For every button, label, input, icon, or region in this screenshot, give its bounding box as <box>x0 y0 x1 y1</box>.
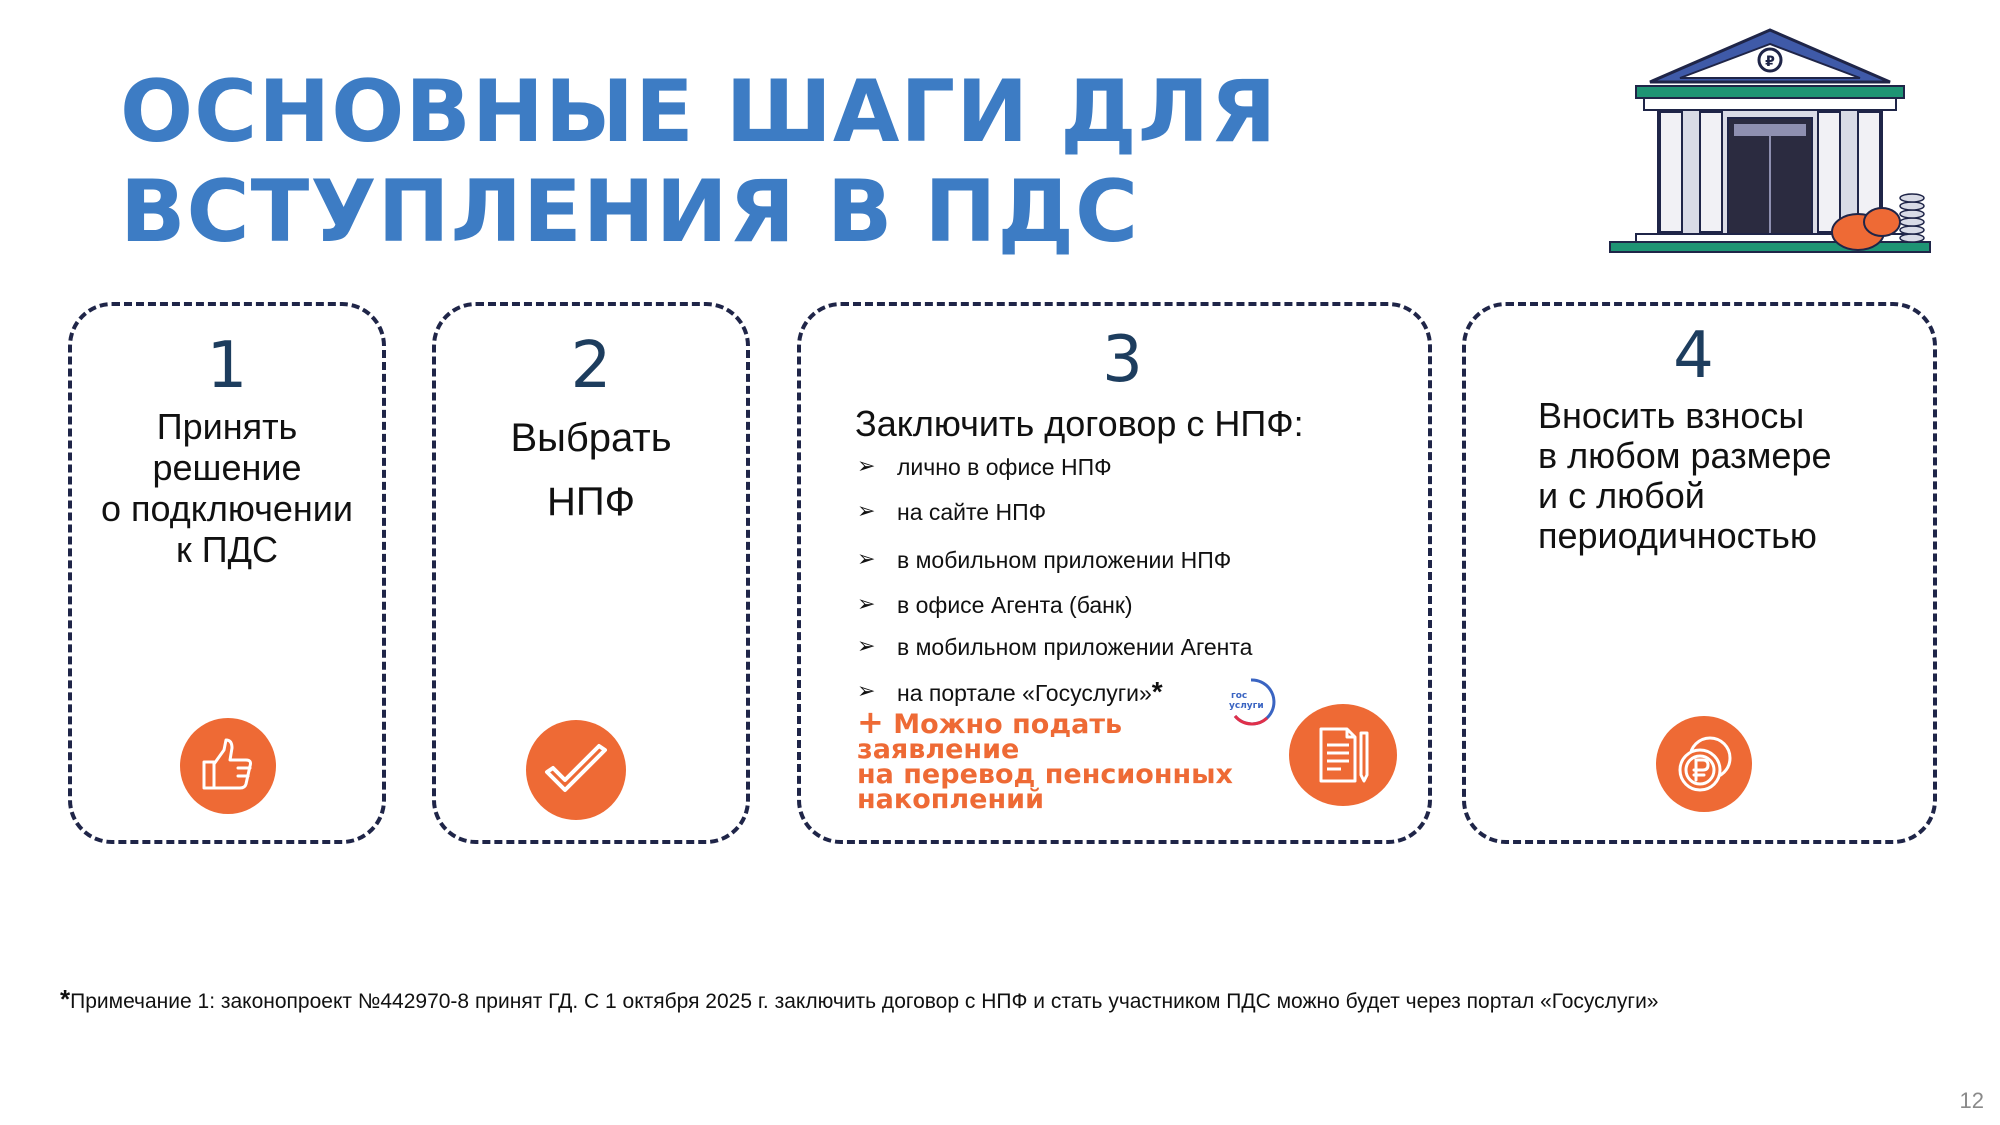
arrow-bullet-icon: ➢ <box>857 499 876 524</box>
page-number: 12 <box>1959 1088 1984 1113</box>
list-item <box>857 590 1252 632</box>
note-line: заявление <box>857 734 1020 765</box>
list-item-label: на портале «Госуслуги» <box>897 680 1152 706</box>
step-text-line: к ПДС <box>175 529 278 570</box>
step-number: 1 <box>206 329 248 403</box>
step-text-line: Вносить взносы <box>1538 395 1805 436</box>
step-number: 3 <box>1102 323 1143 397</box>
footnote <box>60 984 1658 1015</box>
gos-logo-text: гос <box>1231 691 1248 701</box>
contract-options-list <box>857 452 1252 722</box>
title-line-1: ОСНОВНЫЕ ШАГИ ДЛЯ <box>120 62 1278 162</box>
gos-logo-text: услуги <box>1229 701 1264 711</box>
footnote-marker: * <box>1151 676 1163 707</box>
thumbs-up-icon <box>180 718 276 814</box>
footnote-text: Примечание 1: законопроект №442970-8 принят ГД. С 1 октября 2025 г. заключить договор с НПФ и стать участником ПДС можно будет через портал «Госуслуги» <box>70 990 1659 1013</box>
step-text <box>436 406 746 534</box>
gosuslugi-logo <box>1225 676 1277 728</box>
step-text <box>72 406 382 570</box>
list-item-label: лично в офисе НПФ <box>897 454 1112 480</box>
step-text-line: Выбрать <box>510 416 672 460</box>
note-line: накоплений <box>857 784 1044 815</box>
title-line-2: ВСТУПЛЕНИЯ В ПДС <box>120 162 1140 262</box>
plus-icon: + <box>857 703 884 741</box>
step-card-4 <box>1462 302 1937 844</box>
document-pen-icon <box>1289 704 1397 806</box>
step-card-1 <box>68 302 386 844</box>
step-card-3 <box>797 302 1432 844</box>
arrow-bullet-icon: ➢ <box>857 679 876 704</box>
bank-building-icon <box>1600 26 1940 260</box>
list-item <box>857 452 1252 497</box>
step-text-line: решение <box>152 447 302 488</box>
step-text-line: в любом размере <box>1538 435 1832 476</box>
list-item <box>857 545 1252 590</box>
arrow-bullet-icon: ➢ <box>857 634 876 659</box>
step-text-line: периодичностью <box>1538 515 1817 556</box>
step-card-2 <box>432 302 750 844</box>
note-line: Можно подать <box>893 709 1123 740</box>
list-item-label: в мобильном приложении Агента <box>897 634 1253 660</box>
arrow-bullet-icon: ➢ <box>857 454 876 479</box>
bank-ruble-symbol: ₽ <box>1765 54 1775 70</box>
step-number: 4 <box>1673 319 1714 393</box>
checkmark-icon <box>526 720 626 820</box>
list-item-label: в офисе Агента (банк) <box>897 592 1133 618</box>
step-text <box>1538 396 1831 556</box>
list-item <box>857 497 1252 545</box>
step-text-line: Принять <box>156 406 298 447</box>
note-line: на перевод пенсионных <box>857 759 1233 790</box>
step-lead-text: Заключить договор с НПФ: <box>855 403 1304 444</box>
list-item-label: в мобильном приложении НПФ <box>897 547 1232 573</box>
footnote-marker: * <box>60 984 71 1014</box>
arrow-bullet-icon: ➢ <box>857 592 876 617</box>
page-title <box>120 62 1420 262</box>
step-text-line: о подключении <box>101 488 353 529</box>
list-item <box>857 632 1252 677</box>
ruble-coins-icon <box>1656 716 1752 812</box>
step-text-line: НПФ <box>546 480 636 524</box>
step-number: 2 <box>570 329 612 403</box>
arrow-bullet-icon: ➢ <box>857 547 876 572</box>
step-text-line: и с любой <box>1538 475 1705 516</box>
list-item-label: на сайте НПФ <box>897 499 1047 525</box>
